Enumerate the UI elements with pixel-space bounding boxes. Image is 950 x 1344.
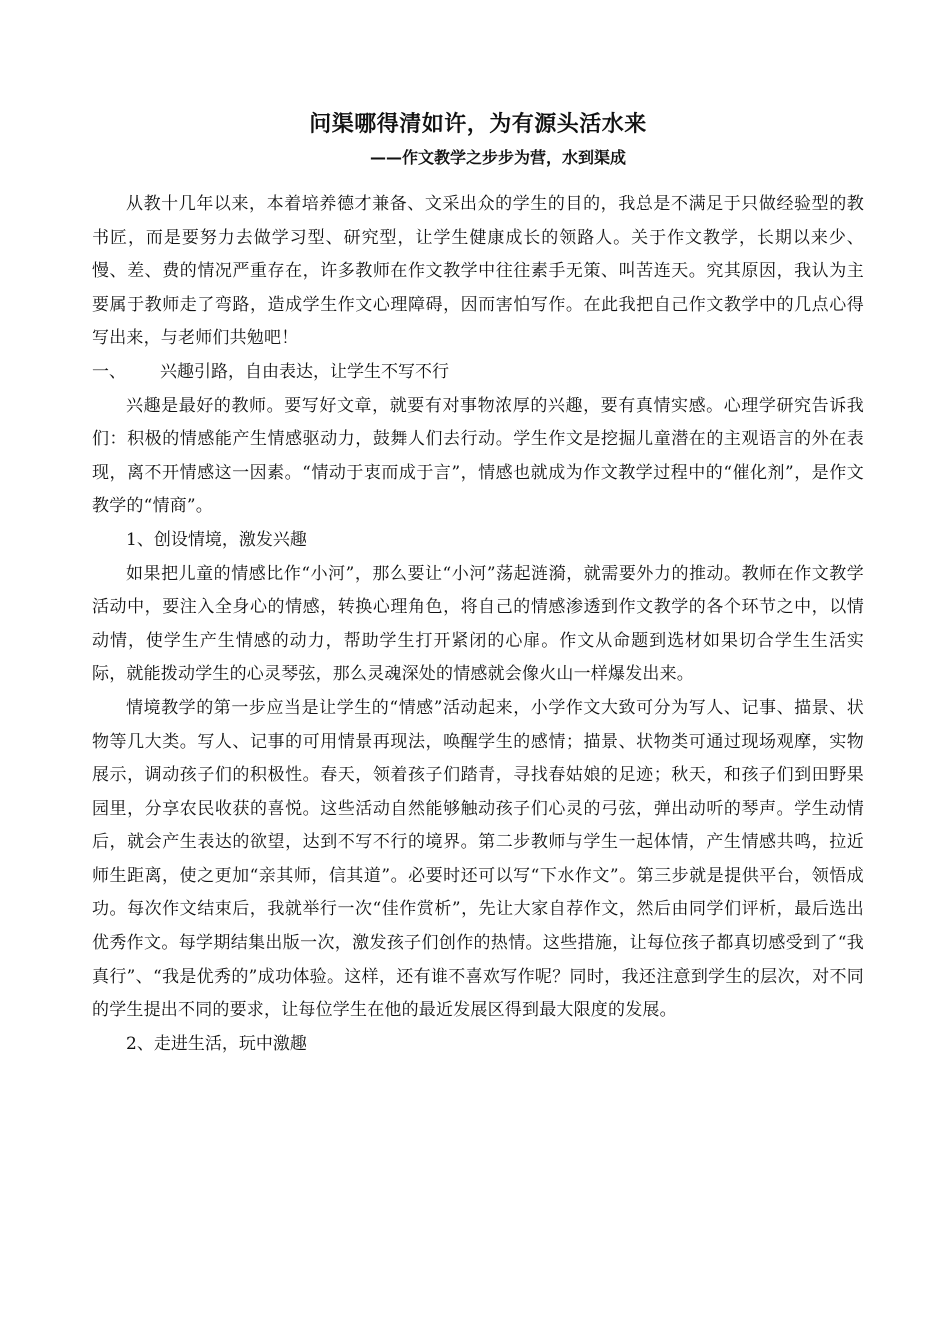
section-1-paragraph: 兴趣是最好的教师。要写好文章，就要有对事物浓厚的兴趣，要有真情实感。心理学研究告诉我们：积极的情感能产生情感驱动力，鼓舞人们去行动。学生作文是挖掘儿童潜在的主观语言的外在表现，离不开情感这一因素。“情动于衷而成于言”，情感也就成为作文教学过程中的“催化剂”，是作文教学的“情商”。 [92, 395, 864, 517]
section-1-heading [92, 356, 864, 390]
section-1-number: 一、 [92, 361, 126, 382]
subsection-2-heading: 2、走进生活，玩中激趣 [126, 1033, 307, 1054]
section-1-heading-text: 兴趣引路，自由表达，让学生不写不行 [160, 361, 449, 382]
subsection-1-paragraph-2: 情境教学的第一步应当是让学生的“情感”活动起来，小学作文大致可分为写人、记事、描景、状物等几大类。写人、记事的可用情景再现法，唤醒学生的感情；描景、状物类可通过现场观摩，实物展示，调动孩子们的积极性。春天，领着孩子们踏青，寻找春姑娘的足迹；秋天，和孩子们到田野果园里，分享农民收获的喜悦。这些活动自然能够触动孩子们心灵的弓弦，弹出动听的琴声。学生动情后，就会产生表达的欲望，达到不写不行的境界。第二步教师与学生一起体情，产生情感共鸣，拉近师生距离，使之更加“亲其师，信其道”。必要时还可以写“下水作文”。第三步就是提供平台，领悟成功。每次作文结束后，我就举行一次“佳作赏析”，先让大家自荐作文，然后由同学们评析，最后选出优秀作文。每学期结集出版一次，激发孩子们创作的热情。这些措施，让每位孩子都真切感受到了“我真行”、“我是优秀的”成功体验。这样，还有谁不喜欢写作呢？同时，我还注意到学生的层次，对不同的学生提出不同的要求，让每位学生在他的最近发展区得到最大限度的发展。 [92, 697, 864, 1021]
intro-paragraph: 从教十几年以来，本着培养德才兼备、文采出众的学生的目的，我总是不满足于只做经验型的教书匠，而是要努力去做学习型、研究型，让学生健康成长的领路人。关于作文教学，长期以来少、慢、差、费的情况严重存在，许多教师在作文教学中往往素手无策、叫苦连天。究其原因，我认为主要属于教师走了弯路，造成学生作文心理障碍，因而害怕写作。在此我把自己作文教学中的几点心得写出来，与老师们共勉吧！ [92, 194, 864, 349]
subsection-1-heading: 1、创设情境，激发兴趣 [126, 529, 307, 550]
document-subtitle: ——作文教学之步步为营，水到渠成 [369, 148, 626, 167]
document-title: 问渠哪得清如许，为有源头活水来 [309, 112, 647, 137]
document-body [92, 188, 864, 1061]
subsection-1-paragraph-1: 如果把儿童的情感比作“小河”，那么要让“小河”荡起涟漪，就需要外力的推动。教师在作文教学活动中，要注入全身心的情感，转换心理角色，将自己的情感渗透到作文教学的各个环节之中，以情动情，使学生产生情感的动力，帮助学生打开紧闭的心扉。作文从命题到选材如果切合学生生活实际，就能拨动学生的心灵琴弦，那么灵魂深处的情感就会像火山一样爆发出来。 [92, 563, 864, 685]
